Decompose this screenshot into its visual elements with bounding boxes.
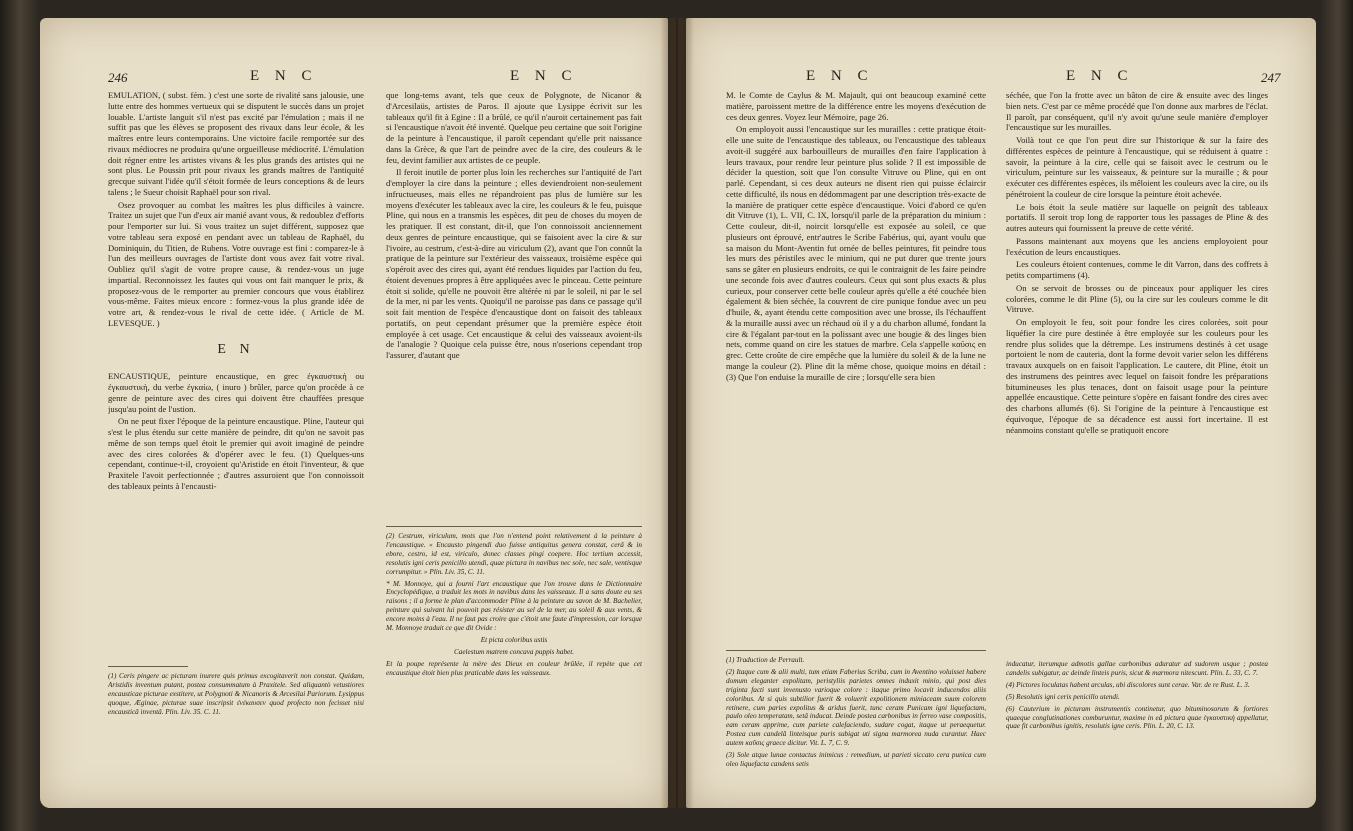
right-column-2-footnotes xyxy=(1006,660,1268,794)
footnote: (5) Resolutis igni ceris penicillo utendi. xyxy=(1006,692,1120,701)
left-column-1 xyxy=(108,90,364,658)
footnote: Et picta coloribus ustis xyxy=(480,635,548,644)
footnote: (2) Itaque cum & alii multi, tum etiam Faberius Scriba, cum in Aventino voluisset habere domum eleganter expolitam, peristyliis parietes omnes induxit minio, qui post dies triginta facti sunt invenusto varioque colore : itaque primo locavit inducendos aliis coloribus. At si quis subtilior fuerit & voluerit expolitionem miniaceam suum colorem retinere, cum paries expolitus & aridus fuerit, tunc ceram Punicam igni liquefactam, paulo oleo temperatam, setâ inducat. Deinde postea carbonibus in ferreo vase compositis, eam ceram apprime, cum pariete calefaciendo, sudare cogat, itaque ut peraequetur. Postea cum candelâ linteisque puris subigat uti signa marmorea nuda curantur. Haec autem καῦσις graece dicitur. Vit. L. 7, C. 9. xyxy=(726,667,986,748)
right-page xyxy=(686,18,1316,808)
paragraph: Voilà tout ce que l'on peut dire sur l'historique & sur la faire des différentes espèces de peinture à l'encaustique, qui se réduisent à quatre : savoir, la peinture à la cire, celle qui se faisoit avec le cestrum ou le viriculum, peinture sur les vaisseaux, & peinture sur la muraille ; & pour exécuter ces différentes espèces, ils mêloient les couleurs avec la cire, ou ils pénétroient la couleur de cire lorsque la peinture étoit achevée. xyxy=(1006,135,1268,199)
paragraph: ENCAUSTIQUE, peinture encaustique, en grec ἐγκαυστική ou ἐγκαυστικὴ, du verbe ἐγκαίω, ( inuro ) brûler, parce qu'on procède à ce genre de peinture avec des cires qui doivent être chauffées presque jusqu'au point de l'ustion. xyxy=(108,371,364,414)
footnote: Caelestum matrem concava puppis habet. xyxy=(453,647,575,656)
footnote-rule xyxy=(386,526,642,527)
footnote: inducatur, iterumque admotis gallae carbonibus aduratur ad sudorem usque ; postea candelis subigatur, ac deinde linteis puris, sicut & marmora nitescunt. Plin. L. 33, C. 7. xyxy=(1006,660,1268,677)
running-head-left-col1: E N C xyxy=(250,68,318,84)
left-column-1-footnotes xyxy=(108,672,364,792)
left-column-2-footnotes xyxy=(386,532,642,794)
footnote: Et la poupe représente la mère des Dieux en couleur brûlée, il repète que cet encaustique étoit bien plus praticable dans les vaisseaux. xyxy=(386,659,642,677)
right-column-1-footnotes xyxy=(726,656,986,794)
footnote: (1) Traduction de Perrault. xyxy=(726,656,805,664)
running-head-right-col2: E N C xyxy=(1066,68,1134,84)
right-column-1 xyxy=(726,90,986,646)
left-page xyxy=(40,18,668,808)
right-column-2 xyxy=(1006,90,1268,656)
paragraph: Osez provoquer au combat les maîtres les plus difficiles à vaincre. Traitez un sujet que l'un d'eux air manié avant vous, & redoublez d'efforts pour l'emporter sur lui. Si vous traitez un sujet différent, supposez que votre tableau sera exposé en pendant avec un tableau de Raphaël, du Dominiquin, du Titien, de Rubens. Votre ouvrage est fini : comparez-le à l'un des meilleurs ouvrages de l'artiste dont vous avez fait votre rival. Oubliez qu'il s'agit de votre propre cause, & rendez-vous un juge impartial. Reconnoissez les fautes qui vous ont fait manquer le prix, & proposez-vous de le remporter au premier concours que vous établirez vous-même. Faites mieux encore : formez-vous la plus grande idée de votre art, & rendez-vous le rival de cette idée. ( Article de M. LEVESQUE. ) xyxy=(108,199,364,328)
footnote: * M. Monnoye, qui a fourni l'art encaustique que l'on trouve dans le Dictionnaire Encyclopédique, a traduit les mots in navibus dans les vaisseaux. Il a sans doute eu ses raisons ; il a forme le plan d'accommoder Pline à la peinture au savon de M. Bachelier, peinture qui suivant lui pouvoit pas résister au sel de la mer, au soleil & aux vents, & encore moins à l'eau. Il ne faut pas croire que c'étoit une faute d'impression, car lorsque M. Monnoye traduit ce que dit Ovide : xyxy=(386,579,642,633)
paragraph: Passons maintenant aux moyens que les anciens employoient pour l'exécution de leurs encaustiques. xyxy=(1006,235,1268,257)
paragraph: On se servoit de brosses ou de pinceaux pour appliquer les cires colorées, comme le dit Pline (5), ou la cire sur les couleurs comme le dit Vitruve. xyxy=(1006,282,1268,315)
running-head-right-col1: E N C xyxy=(806,68,874,84)
paragraph: Il feroit inutile de porter plus loin les recherches sur l'antiquité de l'art d'employer la cire dans la peinture ; elles deviendroient non-seulement infructueuses, mais elles ne répandroient pas plus de lumière sur les moyens d'exécuter les tableaux avec la cire, les couleurs & le feu, puisque Pline, qui nous en a transmis les espèces, dit peu de choses du moyen de les pratiquer. Il est constant, dit-il, que l'on connoissoit anciennement deux genres de peinture encaustique, qui se faisoient avec la cire & sur l'ivoire, au cestrum, c'est-à-dire au viriculum (2), avant que l'on connût la pratique de la peinture sur l'extérieur des vaisseaux, troisième espèce qui s'opéroit avec des cires qui, ayant été rendues liquides par l'action du feu, étoient devenues propres à être appliquées avec le pinceau. Cette peinture étoit si solide, qu'elle ne pouvoit être altérée ni par le soleil, ni par le sel de la mer, ni par les vents. Quoiqu'il ne paroisse pas dans ce passage qu'il soit fait mention de l'espèce d'encaustique dont on faisoit des tableaux portatifs, on peut cependant présumer que la première espèce étoit employée à cet usage. Cet encaustique & celui des vaisseaux avoient-ils de l'analogie ? Quoique cela puisse être, nous n'oserions cependant trop l'assurer, d'autant que xyxy=(386,167,642,360)
book-gutter xyxy=(660,18,694,808)
paragraph: Les couleurs étoient contenues, comme le dit Varron, dans des coffrets à petits compartimens (4). xyxy=(1006,259,1268,280)
page-number-left: 246 xyxy=(108,70,128,85)
paragraph: Le bois étoit la seule matière sur laquelle on peignît des tableaux portatifs. Il seroit trop long de rapporter tous les passages de Pline & des autres auteurs qui fournissent la preuve de cette vérité. xyxy=(1006,201,1268,233)
footnote: (3) Sole atque lunae contactus inimicus : remedium, ut parieti siccato cera punica cum oleo liquefacta candens setis xyxy=(726,751,986,768)
page-number-right: 247 xyxy=(1261,70,1281,85)
footnote: (6) Cauterium in picturam instrumentis continetur, quo bituminosorum & fortiores quaeque conglutinationes comburuntur, maxime in eâ pictura quae ἐγκαυστικὴ appellatur, quae fit carbonibus ignitis, resolutis igne ceris. Plin. L. 20, C. 13. xyxy=(1006,704,1268,731)
footnote-rule xyxy=(726,650,986,651)
paragraph: M. le Comte de Caylus & M. Majault, qui ont beaucoup examiné cette matière, paroissent mettre de la différence entre les moyens d'exécution de ces deux genres. Voyez leur Mémoire, page 26. xyxy=(726,90,986,122)
left-column-2 xyxy=(386,90,642,522)
footnote: (1) Ceris pingere ac picturam inurere quis primus excogitaverit non constat. Quidam, Aristidis inventum putant, postea consummatum à Praxitele. Sed aliquantò vetustiores encausticae picturae exstitere, ut Polygnoti & Nicanoris & Arcesilai Pariorum. Lysippus quoque, Æginae, picturae suae inscripsit ἐνέκαυσεν quod profecto non fecisset nisi encausticâ inventâ. Plin. Liv. 35. C. 11. xyxy=(108,672,364,716)
paragraph: que long-tems avant, tels que ceux de Polygnote, de Nicanor & d'Arcesilaüs, artistes de Paros. Il ajoute que Lysippe écrivit sur les tableaux qu'il fit à Egine : Il a brûlé, ce qu'il n'auroit certainement pas fait si l'encaustique n'avoit été inventé. Quelque peu certaine que soit l'origine de la peinture à l'encaustique, il paroît cependant qu'elle prit naissance dans la Grèce, & que l'art de peindre avec de la cire, des couleurs & le feu, devint familier aux artistes de ce peuple. xyxy=(386,90,642,165)
section-heading: E N xyxy=(217,341,255,357)
paragraph: On ne peut fixer l'époque de la peinture encaustique. Pline, l'auteur qui s'est le plus étendu sur cette manière de peindre, dit qu'on ne savoit pas même de son temps quel étoit le premier qui avoit imaginé de peindre avec des cires colorées & d'opérer avec le feu. (1) Quelques-uns cependant, continue-t-il, croyoient qu'Aristide en étoit l'inventeur, & que Praxitele l'avoit perfectionnée ; d'autres assuroient que l'on connoissoit des tableaux peints à l'encausti- xyxy=(108,416,364,491)
footnote: (2) Cestrum, viriculum, mots que l'on n'entend point relativement à la peinture à l'encaustique. « Encausto pingendi duo fuisse antiquitus genera constat, cerâ & in ebore, cestro, id est, viriculo, donec classes pingi coepere. Hoc tertium accessit, resolutis igni ceris penicillo utendi, quae pictura in navibus nec sole, nec sale, ventisque corrumpitur. » Plin. Liv. 35, C. 11. xyxy=(386,532,642,576)
footnote: (4) Pictores loculatas habent arculas, ubi discolores sunt cerae. Var. de re Rust. L. 3. xyxy=(1006,680,1250,689)
paragraph: On employoit le feu, soit pour fondre les cires colorées, soit pour liquéfier la cire pure destinée à être employée sur les couleurs pour les rendre plus solides que la détrempe. Les instrumens destinés à cet usage portoient le nom de cauteria, dont la forme devoit varier selon les différens travaux auxquels on en faisoit l'application. Le cautere, dit Pline, étoit un des instrumens des peintres avec lequel on faisoit fondre les préparations bitumineuses les plus tenaces, dont on faisoit usage pour la peinture appellée encaustique. Cette peinture s'opère en faisant fondre des cires avec des charbons allumés (6). Si l'origine de la peinture à l'encaustique est équivoque, l'époque de sa décadence est aussi fort incertaine. Il est néanmoins constant qu'elle se pratiquoit encore xyxy=(1006,317,1268,435)
footnote-rule xyxy=(108,666,188,667)
paragraph: séchée, que l'on la frotte avec un bâton de cire & ensuite avec des linges bien nets. C'est par ce même procédé que l'on donne aux marbres de l'éclat. Il paroît, par conséquent, qu'il n'y avoit qu'une seule manière d'employer l'encaustique sur les murailles. xyxy=(1006,90,1268,133)
running-head-left-col2: E N C xyxy=(510,68,578,84)
paragraph: On employoit aussi l'encaustique sur les murailles : cette pratique étoit-elle une suite de l'encaustique des tableaux, ou l'encaustique des tableaux avoit-il suggéré aux barbouilleurs de murailles d'en faire l'application à leurs travaux, pour rendre leur peinture plus solide ? Il est impossible de décider la question, soit que l'on consulte Vitruve ou Pline, qui en ont parlé. Cependant, si ces deux auteurs ne disent rien qui puisse éclaircir cette difficulté, ils nous en dédommagent par une description très-exacte de la manière de pratiquer cette espèce d'encaustique. Voici d'abord ce qu'en dit Vitruve (1), L. VII, C. IX, lorsqu'il parle de la préparation du minium : Cette couleur, dit-il, noircit lorsqu'elle est exposée au soleil, ce que plusieurs ont éprouvé, entr'autres le Scribe Fabérius, qui, ayant voulu que sa maison du Mont-Aventin fut ornée de belles peintures, fit peindre tous les murs des péristiles avec le minium, qui ne put durer que trente jours sans se gâter en plusieurs endroits, ce qui le contraignit de les faire peindre une seconde fois avec d'autres couleurs. Ceux qui sont plus exacts & plus curieux, pour conserver cette belle couleur après qu'elle a été couchée bien également & bien séchée, la couvrent de cire punique fondue avec un peu d'huile, &, ayant étendu cette composition avec une brosse, ils l'échauffent & la muraille aussi avec un réchaud où il y a du charbon allumé, fondant la cire & l'égalant par-tout en la polissant avec une bougie & des linges bien nets, comme quand on cire les statues de marbre. Cela s'appelle καῦσις en grec. Cette croûte de cire empêche que la lumière du soleil & de la lune ne mange la couleur (2). Pline dit la même chose, quoique moins en détail : (3) Que l'on enduise la muraille de cire ; lorsqu'elle sera bien xyxy=(726,124,986,382)
paragraph: EMULATION, ( subst. fém. ) c'est une sorte de rivalité sans jalousie, une lutte entre des hommes vertueux qui se disputent le succès dans un projet louable. L'artiste languit s'il n'est pas excité par l'émulation ; mais il ne suffit pas que les élèves se proposent des rivaux dans leur école, & les maîtres entre leurs contemporains. Une victoire facile remportée sur des rivaux médiocres ne produira qu'une orgueilleuse médiocrité. L'émulation doit régner entre les artistes vivans & les plus grands des artistes qui ne sont plus. Le Poussin prit pour rivaux les grands maîtres de l'antiquité grecque suivant l'idée qu'il s'étoit formée de leurs conceptions & de leurs talens ; le Sueur choisit Raphaël pour son rival. xyxy=(108,90,364,197)
